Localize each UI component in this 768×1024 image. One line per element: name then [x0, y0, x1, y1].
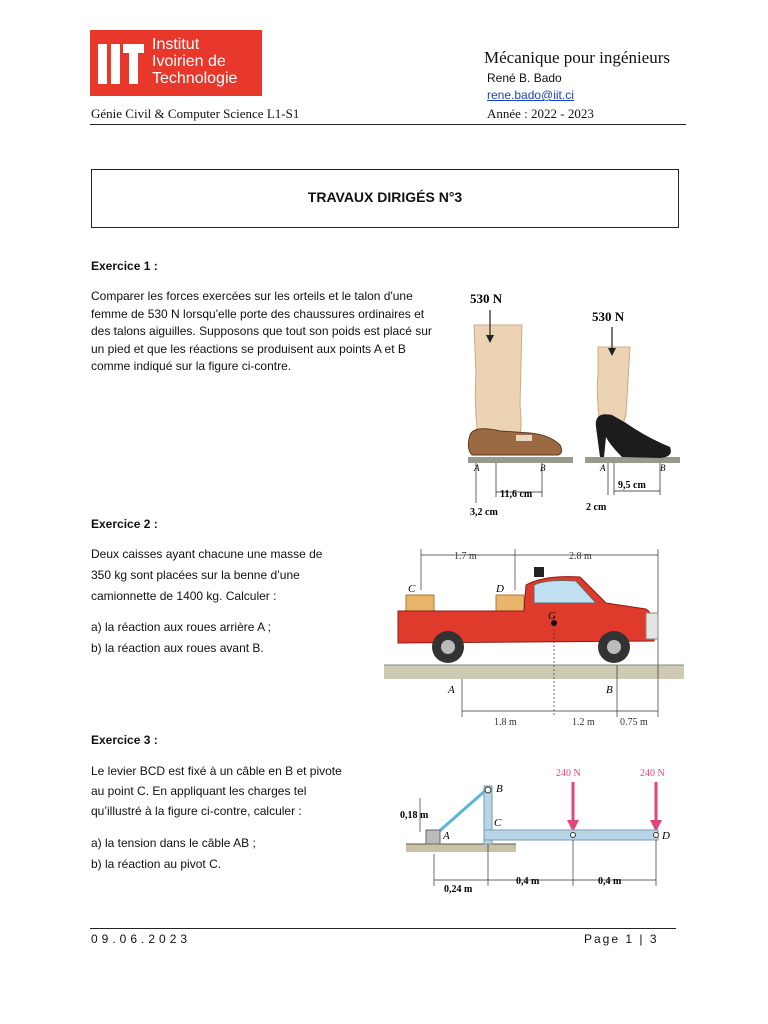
exercise-2-figure: [384, 545, 684, 730]
load-label-2: 240 N: [640, 768, 665, 779]
exercise-3-item-b: b) la réaction au pivot C.: [91, 857, 222, 871]
header-rule: [90, 124, 686, 125]
dim-11-6: 11,6 cm: [500, 489, 533, 500]
dim-0-4-a: 0,4 m: [516, 876, 540, 887]
point-a-left: A: [474, 463, 480, 473]
dim-9-5: 9,5 cm: [618, 480, 646, 491]
exercise-1-heading: Exercice 1 :: [91, 259, 158, 273]
exercise-2-item-a: a) la réaction aux roues arrière A ;: [91, 620, 272, 634]
dim-1-8: 1.8 m: [494, 717, 517, 728]
author-email-link[interactable]: rene.bado@iit.ci: [487, 88, 574, 102]
exercise-3-text: [91, 761, 387, 821]
exercise-2-item-b: b) la réaction aux roues avant B.: [91, 641, 264, 655]
page-title: TRAVAUX DIRIGÉS N°3: [307, 189, 463, 205]
ground-left: [468, 457, 573, 463]
department: Génie Civil & Computer Science L1-S1: [91, 106, 300, 121]
exercise-1-figure: [460, 285, 690, 520]
label-b: B: [606, 684, 613, 696]
force-label-left: 530 N: [470, 291, 503, 306]
logo-line-2: Ivoirien de: [152, 53, 226, 70]
ground-base: [406, 844, 516, 852]
exercise-3-figure: [398, 762, 688, 902]
exercise-1-line: un pied et que les réactions se produisent aux points A et B: [91, 341, 406, 356]
anchor-a: [426, 830, 440, 844]
dim-0-24: 0,24 m: [444, 884, 473, 895]
roof-light: [534, 567, 544, 577]
title-box: [91, 169, 679, 228]
point-a-right: A: [600, 463, 606, 473]
dim-0-18: 0,18 m: [400, 810, 429, 821]
dim-1-7: 1.7 m: [454, 551, 477, 562]
footer-rule: [90, 928, 676, 929]
course-title: Mécanique pour ingénieurs: [484, 48, 670, 67]
exercise-2-line: 350 kg sont placées sur la benne d’une: [91, 568, 300, 582]
exercise-2-text: [91, 544, 381, 607]
exercise-3-item-a: a) la tension dans le câble AB ;: [91, 836, 256, 850]
left-leg: [474, 325, 522, 437]
label-b: B: [496, 783, 503, 795]
exercise-1-line: des talons aiguilles. Supposons que tout son poids est placé sur: [91, 324, 432, 338]
dim-1-2: 1.2 m: [572, 717, 595, 728]
loafer-shoe: [468, 429, 561, 455]
label-d: D: [496, 583, 504, 595]
road-ground: [384, 665, 684, 679]
exercise-3-line: qu’illustré à la figure ci-contre, calculer :: [91, 804, 302, 818]
dim-3-2: 3,2 cm: [470, 507, 498, 518]
exercise-1-line: Comparer les forces exercées sur les orteils et le talon d'une: [91, 289, 413, 303]
logo-line-1: Institut: [152, 36, 200, 53]
footer-page-number: Page 1 | 3: [584, 932, 659, 946]
exercise-1-line: femme de 530 N lorsqu'elle porte des chaussures ordinaires et: [91, 306, 425, 321]
exercise-2-heading: Exercice 2 :: [91, 517, 158, 531]
crate-c: [406, 595, 434, 611]
logo-line-3: Technologie: [152, 70, 238, 87]
exercise-1-line: comme indiqué sur la figure ci-contre.: [91, 359, 292, 373]
logo-text: [152, 36, 237, 87]
load-label-1: 240 N: [556, 768, 581, 779]
exercise-3-list: [91, 833, 256, 875]
exercise-2-line: camionnette de 1400 kg. Calculer :: [91, 589, 277, 603]
label-c: C: [408, 583, 416, 595]
point-b-right: B: [660, 463, 666, 473]
exercise-3-line: au point C. En appliquant les charges tel: [91, 784, 307, 798]
label-g: G: [548, 610, 556, 622]
dim-2: 2 cm: [586, 502, 607, 513]
academic-year: Année : 2022 - 2023: [487, 106, 594, 121]
author-name: René B. Bado: [487, 71, 562, 85]
high-heel-shoe: [596, 414, 671, 458]
dim-0-4-b: 0,4 m: [598, 876, 622, 887]
dim-0-75: 0.75 m: [620, 717, 648, 728]
shoe-buckle: [516, 435, 532, 441]
point-b-left: B: [540, 463, 546, 473]
footer-date: 09.06.2023: [91, 932, 192, 946]
force-label-right: 530 N: [592, 309, 625, 324]
institution-logo: [90, 30, 262, 96]
front-grille: [646, 613, 658, 639]
label-a: A: [448, 684, 455, 696]
exercise-3-heading: Exercice 3 :: [91, 733, 158, 747]
label-c: C: [494, 817, 502, 829]
exercise-2-line: Deux caisses ayant chacune une masse de: [91, 547, 323, 561]
iit-logo-icon: [96, 38, 146, 88]
label-d: D: [662, 830, 670, 842]
cable-ab: [436, 790, 486, 834]
crate-d: [496, 595, 524, 611]
dim-2-8: 2.8 m: [569, 551, 592, 562]
label-a: A: [443, 830, 450, 842]
exercise-1-text: [91, 288, 451, 376]
exercise-2-list: [91, 617, 271, 659]
exercise-3-line: Le levier BCD est fixé à un câble en B et pivote: [91, 764, 342, 778]
